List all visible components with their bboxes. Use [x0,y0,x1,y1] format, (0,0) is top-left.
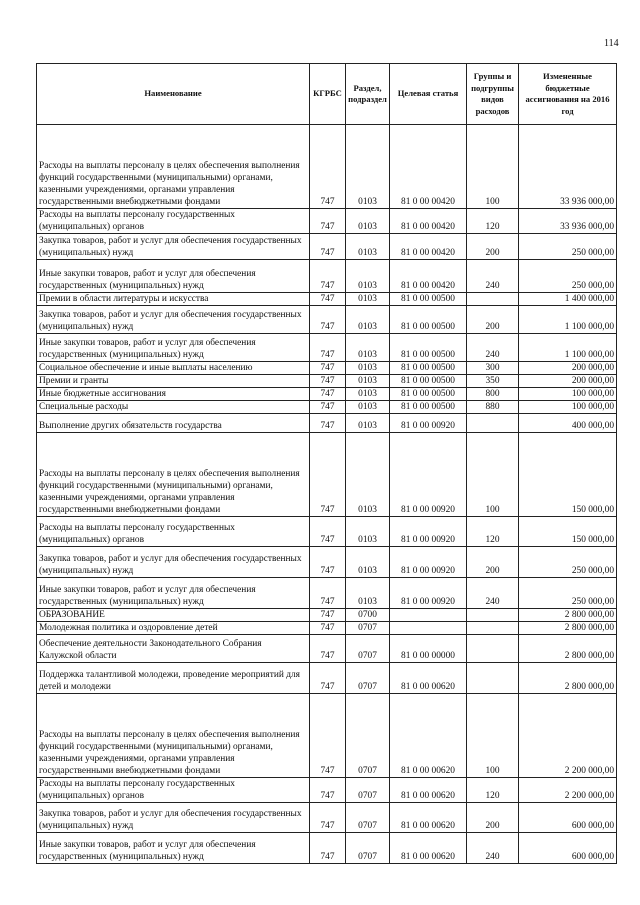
cell-section: 0707 [346,778,390,803]
cell-target [390,609,467,622]
cell-amount: 100 000,00 [519,401,617,414]
cell-group: 200 [467,803,519,833]
cell-group: 880 [467,401,519,414]
header-section: Раздел, подраздел [346,64,390,125]
cell-section: 0103 [346,401,390,414]
cell-amount: 200 000,00 [519,362,617,375]
cell-name: ОБРАЗОВАНИЕ [37,609,310,622]
cell-group: 120 [467,517,519,547]
cell-target: 81 0 00 00920 [390,433,467,517]
cell-amount: 2 800 000,00 [519,663,617,694]
cell-group: 120 [467,209,519,234]
cell-target: 81 0 00 00420 [390,260,467,293]
cell-kgrbs: 747 [310,663,346,694]
cell-amount: 1 100 000,00 [519,334,617,362]
cell-group: 240 [467,578,519,609]
cell-target: 81 0 00 00620 [390,663,467,694]
table-row [37,833,617,864]
header-name: Наименование [37,64,310,125]
cell-section: 0707 [346,635,390,663]
cell-kgrbs: 747 [310,517,346,547]
cell-name: Расходы на выплаты персоналу в целях обеспечения выполнения функций государственными (муниципальными) органами, казенными учреждениями, органами управления государственными внебюджетными фондами [37,433,310,517]
cell-amount: 100 000,00 [519,388,617,401]
cell-group: 300 [467,362,519,375]
cell-amount: 33 936 000,00 [519,125,617,209]
cell-target: 81 0 00 00620 [390,694,467,778]
cell-amount: 2 200 000,00 [519,694,617,778]
cell-name: Закупка товаров, работ и услуг для обеспечения государственных (муниципальных) нужд [37,547,310,578]
cell-section: 0103 [346,433,390,517]
cell-section: 0707 [346,833,390,864]
cell-group [467,414,519,433]
cell-target: 81 0 00 00920 [390,414,467,433]
cell-target: 81 0 00 00500 [390,334,467,362]
cell-group: 240 [467,260,519,293]
cell-name: Закупка товаров, работ и услуг для обеспечения государственных (муниципальных) нужд [37,803,310,833]
cell-name: Расходы на выплаты персоналу в целях обеспечения выполнения функций государственными (муниципальными) органами, казенными учреждениями, органами управления государственными внебюджетными фондами [37,694,310,778]
cell-name: Закупка товаров, работ и услуг для обеспечения государственных (муниципальных) нужд [37,306,310,334]
cell-amount: 600 000,00 [519,803,617,833]
cell-amount: 2 800 000,00 [519,622,617,635]
table-header-row [37,64,617,125]
cell-kgrbs: 747 [310,260,346,293]
cell-name: Молодежная политика и оздоровление детей [37,622,310,635]
cell-kgrbs: 747 [310,833,346,864]
cell-group: 100 [467,125,519,209]
cell-amount: 1 400 000,00 [519,293,617,306]
table-row [37,334,617,362]
cell-group: 100 [467,694,519,778]
cell-section: 0700 [346,609,390,622]
cell-name: Выполнение других обязательств государства [37,414,310,433]
table-row [37,578,617,609]
cell-target: 81 0 00 00500 [390,375,467,388]
table-row [37,663,617,694]
cell-name: Премии и гранты [37,375,310,388]
cell-section: 0103 [346,334,390,362]
cell-target: 81 0 00 00920 [390,578,467,609]
cell-section: 0103 [346,375,390,388]
table-row [37,778,617,803]
table-row [37,260,617,293]
cell-kgrbs: 747 [310,803,346,833]
cell-amount: 2 800 000,00 [519,609,617,622]
cell-kgrbs: 747 [310,578,346,609]
cell-target: 81 0 00 00420 [390,209,467,234]
cell-name: Расходы на выплаты персоналу государственных (муниципальных) органов [37,209,310,234]
cell-target: 81 0 00 00500 [390,293,467,306]
header-target: Целевая статья [390,64,467,125]
cell-kgrbs: 747 [310,388,346,401]
cell-target: 81 0 00 00420 [390,234,467,260]
cell-group: 240 [467,334,519,362]
cell-group [467,635,519,663]
cell-name: Специальные расходы [37,401,310,414]
cell-name: Иные бюджетные ассигнования [37,388,310,401]
cell-group: 200 [467,306,519,334]
cell-kgrbs: 747 [310,306,346,334]
cell-section: 0103 [346,306,390,334]
cell-kgrbs: 747 [310,609,346,622]
cell-section: 0103 [346,388,390,401]
cell-name: Иные закупки товаров, работ и услуг для обеспечения государственных (муниципальных) нужд [37,578,310,609]
cell-kgrbs: 747 [310,293,346,306]
table-row [37,635,617,663]
budget-table [36,63,617,864]
cell-name: Расходы на выплаты персоналу государственных (муниципальных) органов [37,778,310,803]
cell-section: 0707 [346,622,390,635]
cell-kgrbs: 747 [310,334,346,362]
cell-kgrbs: 747 [310,433,346,517]
cell-target: 81 0 00 00500 [390,306,467,334]
cell-kgrbs: 747 [310,375,346,388]
cell-name: Закупка товаров, работ и услуг для обеспечения государственных (муниципальных) нужд [37,234,310,260]
cell-name: Иные закупки товаров, работ и услуг для обеспечения государственных (муниципальных) нужд [37,334,310,362]
cell-name: Расходы на выплаты персоналу в целях обеспечения выполнения функций государственными (муниципальными) органами, казенными учреждениями, органами управления государственными внебюджетными фондами [37,125,310,209]
cell-name: Поддержка талантливой молодежи, проведение мероприятий для детей и молодежи [37,663,310,694]
cell-kgrbs: 747 [310,635,346,663]
cell-group: 120 [467,778,519,803]
cell-section: 0103 [346,234,390,260]
cell-section: 0103 [346,414,390,433]
table-row [37,375,617,388]
cell-name: Социальное обеспечение и иные выплаты населению [37,362,310,375]
cell-section: 0707 [346,663,390,694]
cell-amount: 250 000,00 [519,547,617,578]
cell-section: 0103 [346,209,390,234]
table-row [37,306,617,334]
table-row [37,125,617,209]
cell-amount: 200 000,00 [519,375,617,388]
cell-kgrbs: 747 [310,234,346,260]
cell-group [467,622,519,635]
cell-section: 0103 [346,260,390,293]
cell-amount: 250 000,00 [519,234,617,260]
cell-target: 81 0 00 00620 [390,833,467,864]
table-row [37,388,617,401]
cell-name: Премии в области литературы и искусства [37,293,310,306]
cell-name: Иные закупки товаров, работ и услуг для обеспечения государственных (муниципальных) нужд [37,833,310,864]
cell-amount: 250 000,00 [519,260,617,293]
cell-group [467,663,519,694]
cell-name: Обеспечение деятельности Законодательного Собрания Калужской области [37,635,310,663]
cell-section: 0103 [346,517,390,547]
cell-amount: 2 200 000,00 [519,778,617,803]
cell-section: 0707 [346,694,390,778]
cell-amount: 150 000,00 [519,517,617,547]
table-row [37,609,617,622]
table-row [37,433,617,517]
cell-target: 81 0 00 00920 [390,547,467,578]
cell-group: 800 [467,388,519,401]
table-row [37,517,617,547]
cell-kgrbs: 747 [310,362,346,375]
cell-amount: 33 936 000,00 [519,209,617,234]
cell-section: 0103 [346,578,390,609]
cell-target: 81 0 00 00000 [390,635,467,663]
cell-amount: 600 000,00 [519,833,617,864]
table-row [37,293,617,306]
cell-group [467,293,519,306]
cell-target: 81 0 00 00620 [390,778,467,803]
cell-name: Иные закупки товаров, работ и услуг для обеспечения государственных (муниципальных) нужд [37,260,310,293]
cell-group: 200 [467,547,519,578]
table-row [37,401,617,414]
cell-section: 0103 [346,547,390,578]
cell-section: 0103 [346,362,390,375]
table-row [37,547,617,578]
cell-kgrbs: 747 [310,401,346,414]
cell-target: 81 0 00 00620 [390,803,467,833]
cell-kgrbs: 747 [310,209,346,234]
cell-group: 240 [467,833,519,864]
cell-amount: 400 000,00 [519,414,617,433]
table-row [37,414,617,433]
table-row [37,362,617,375]
cell-kgrbs: 747 [310,622,346,635]
header-kgrbs: КГРБС [310,64,346,125]
table-row [37,803,617,833]
cell-group [467,609,519,622]
cell-target: 81 0 00 00420 [390,125,467,209]
cell-target: 81 0 00 00500 [390,362,467,375]
table-row [37,694,617,778]
cell-amount: 1 100 000,00 [519,306,617,334]
cell-section: 0707 [346,803,390,833]
cell-group: 100 [467,433,519,517]
cell-target: 81 0 00 00920 [390,517,467,547]
cell-kgrbs: 747 [310,694,346,778]
cell-target: 81 0 00 00500 [390,401,467,414]
header-groups: Группы и подгруппы видов расходов [467,64,519,125]
cell-section: 0103 [346,125,390,209]
table-row [37,234,617,260]
header-amount: Измененные бюджетные ассигнования на 2016 год [519,64,617,125]
cell-amount: 250 000,00 [519,578,617,609]
cell-target: 81 0 00 00500 [390,388,467,401]
cell-kgrbs: 747 [310,414,346,433]
cell-amount: 150 000,00 [519,433,617,517]
cell-name: Расходы на выплаты персоналу государственных (муниципальных) органов [37,517,310,547]
page-number: 114 [604,38,619,49]
cell-group: 350 [467,375,519,388]
cell-kgrbs: 747 [310,125,346,209]
cell-amount: 2 800 000,00 [519,635,617,663]
cell-kgrbs: 747 [310,778,346,803]
cell-section: 0103 [346,293,390,306]
table-row [37,622,617,635]
cell-target [390,622,467,635]
cell-kgrbs: 747 [310,547,346,578]
cell-group: 200 [467,234,519,260]
table-row [37,209,617,234]
